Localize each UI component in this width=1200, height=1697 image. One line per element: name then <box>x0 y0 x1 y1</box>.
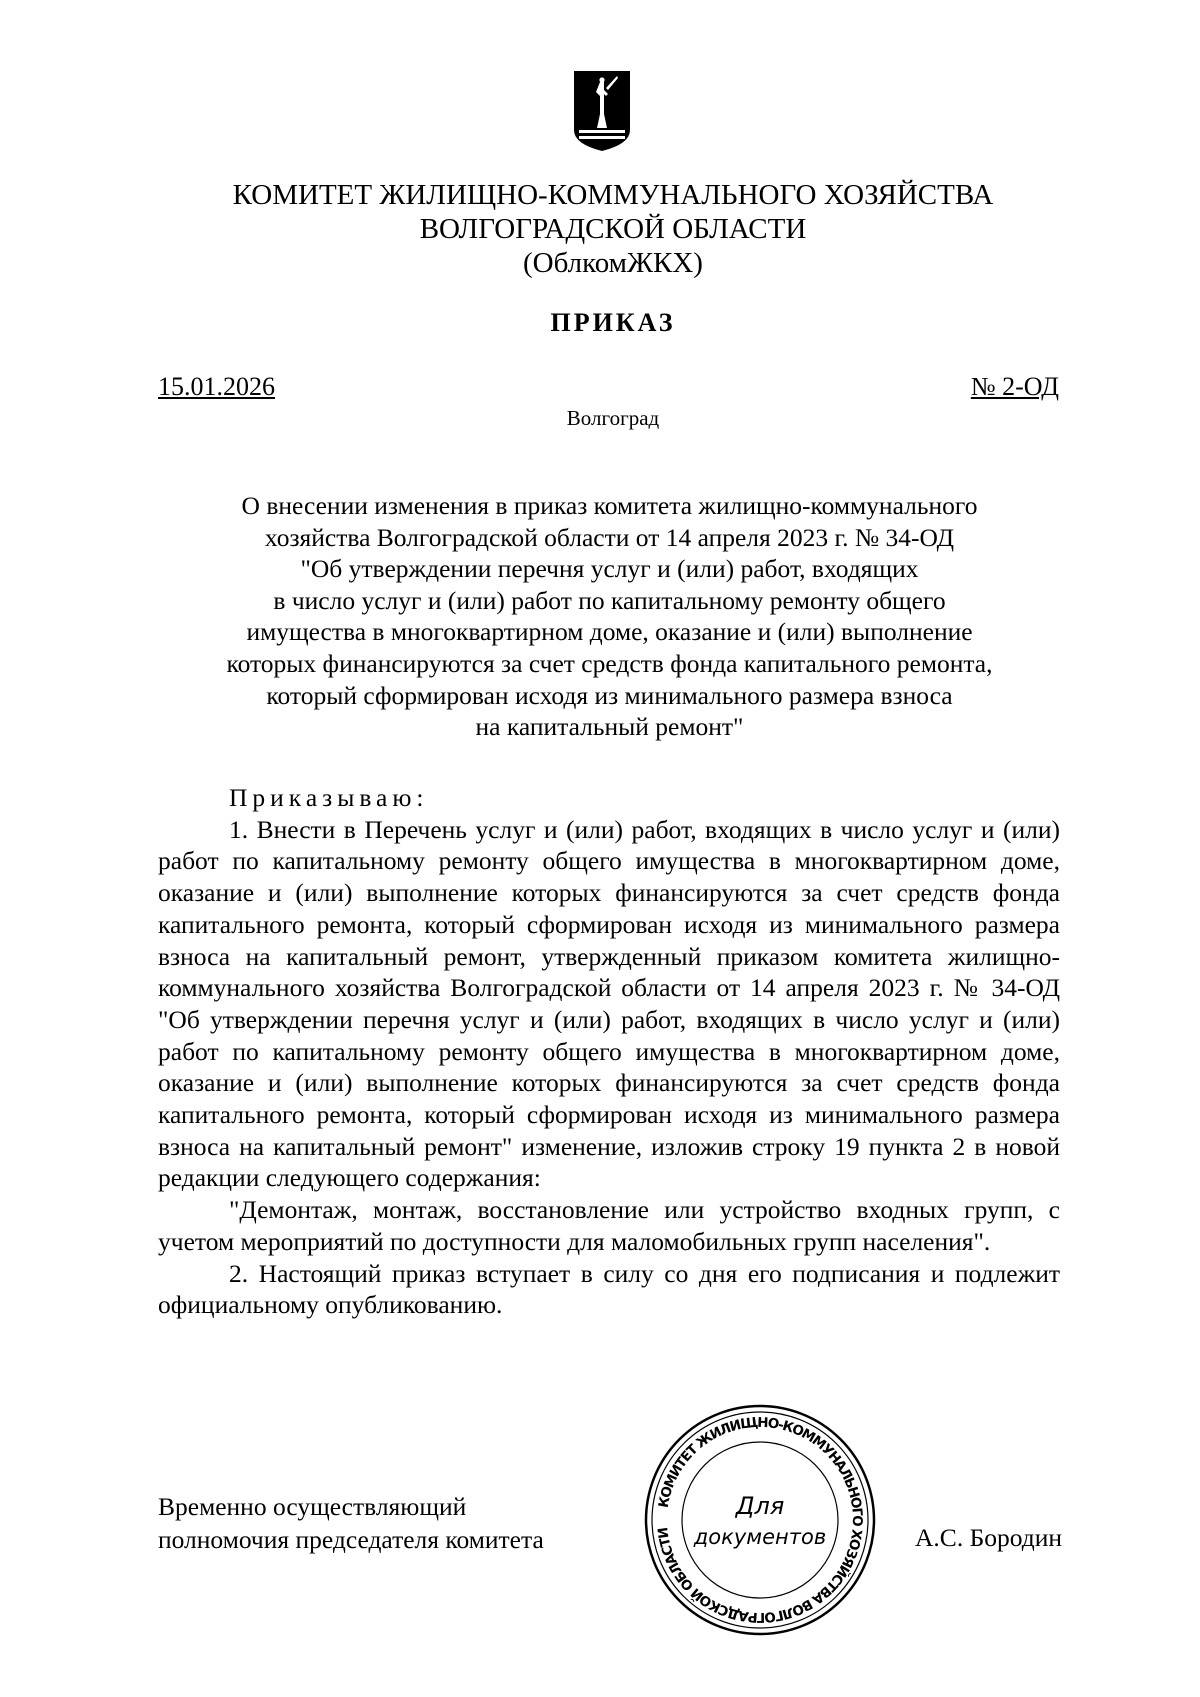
org-name-line2: ВОЛГОГРАДСКОЙ ОБЛАСТИ <box>419 213 807 245</box>
document-type: ПРИКАЗ <box>550 308 676 337</box>
paragraph-1: 1. Внести в Перечень услуг и (или) работ, входящих в число услуг и (или) работ по капитальному ремонту общего имущества в многоквартирном доме, оказание и (или) выполнение которых финансируются за счет средств фонда капитального ремонта, который сформирован исходя из минимального размера взноса на капитальный ремонт, утвержденный приказом комитета жилищно-коммунального хозяйства Волгоградской области от 14 апреля 2023 г. № 34-ОД "Об утверждении перечня услуг и (или) работ, входящих в число услуг и (или) работ по капитальному ремонту общего имущества в многоквартирном доме, оказание и (или) выполнение которых финансируются за счет средств фонда капитального ремонта, который сформирован исходя из минимального размера взноса на капитальный ремонт" изменение, изложив строку 19 пункта 2 в новой редакции следующего содержания: <box>158 814 1060 1193</box>
official-stamp <box>640 1400 880 1640</box>
paragraph-2: 2. Настоящий приказ вступает в силу со дня его подписания и подлежит официальному опубликованию. <box>158 1258 1060 1320</box>
stamp-center-line2: документов <box>693 1525 827 1549</box>
subject-line: которых финансируются за счет средств фонда капитального ремонта, <box>226 648 993 678</box>
org-short-name: (ОблкомЖКХ) <box>523 247 703 279</box>
organization-header <box>0 178 1200 280</box>
signer-position-line1: Временно осуществляющий <box>158 1492 467 1521</box>
motherland-calls-icon <box>573 70 631 152</box>
order-word: Приказываю: <box>229 783 429 812</box>
stamp-center-line1: Для <box>735 1492 785 1520</box>
subject-line: в число услуг и (или) работ по капитальному ремонту общего <box>273 585 946 615</box>
signer-position <box>158 1490 544 1556</box>
org-name-line1: КОМИТЕТ ЖИЛИЩНО-КОММУНАЛЬНОГО ХОЗЯЙСТВА <box>232 179 994 211</box>
coat-of-arms-emblem <box>573 70 631 152</box>
paragraph-1-quote: "Демонтаж, монтаж, восстановление или устройство входных групп, с учетом мероприятий по доступности для маломобильных групп населения". <box>158 1195 1060 1256</box>
subject-line: хозяйства Волгоградской области от 14 апреля 2023 г. № 34-ОД <box>264 522 955 552</box>
stamp-seal-icon <box>640 1400 880 1640</box>
document-subject <box>160 490 1059 743</box>
subject-line: "Об утверждении перечня услуг и (или) работ, входящих <box>300 554 919 584</box>
stamp-ring-text: КОМИТЕТ ЖИЛИЩНО-КОММУНАЛЬНОГО ХОЗЯЙСТВА ВОЛГОГРАДСКОЙ ОБЛАСТИ <box>655 1414 866 1626</box>
signer-position-line2: полномочия председателя комитета <box>158 1525 544 1554</box>
subject-line: имущества в многоквартирном доме, оказание и (или) выполнение <box>246 617 973 647</box>
subject-line: О внесении изменения в приказ комитета жилищно-коммунального <box>241 491 978 520</box>
document-date: 15.01.2026 <box>158 372 275 401</box>
document-city: Волгоград <box>566 406 660 430</box>
document-body <box>158 782 1060 1321</box>
subject-line: на капитальный ремонт" <box>475 712 744 742</box>
signer-name: А.С. Бородин <box>915 1523 1062 1552</box>
document-number: № 2-ОД <box>970 372 1059 401</box>
subject-line: который сформирован исходя из минимального размера взноса <box>266 680 953 710</box>
